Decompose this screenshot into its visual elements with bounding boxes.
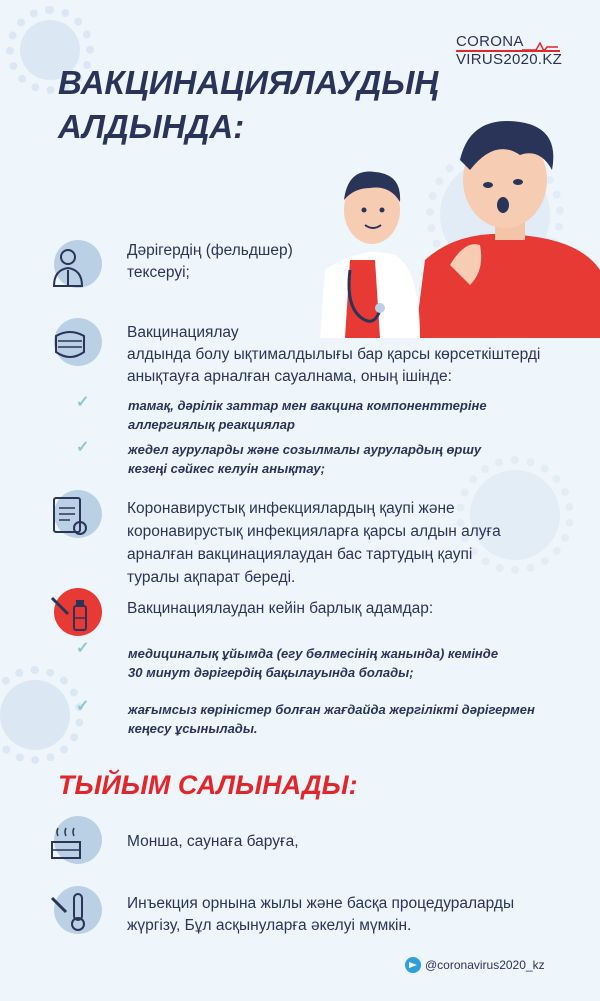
procedures-text-line2: жүргізу, Бұл асқынуларға әкелуі мүмкін. bbox=[127, 917, 412, 934]
pulse-icon bbox=[522, 42, 558, 52]
sauna-icon bbox=[48, 820, 92, 864]
social-handle[interactable] bbox=[405, 957, 545, 973]
info-text-line4: туралы ақпарат береді. bbox=[127, 569, 296, 586]
exam-icon-badge bbox=[48, 240, 102, 294]
after-text-line1: Вакцинациялаудан кейін барлық адамдар: bbox=[127, 600, 434, 617]
info-text-line3: арналған вакцинациялаудан бас тартудың қаупі bbox=[127, 546, 473, 563]
social-handle-text: @coronavirus2020_kz bbox=[425, 958, 545, 972]
doctor-icon bbox=[48, 244, 92, 288]
after-sub2-line1: жағымсыз көріністер болған жағдайда жергілікті дәрігермен bbox=[128, 702, 535, 717]
page-title-line1: ВАКЦИНАЦИЯЛАУДЫҢ bbox=[58, 64, 439, 101]
banned-title: ТЫЙЫМ САЛЫНАДЫ: bbox=[58, 770, 358, 800]
after-sub2-line2: кеңесу ұсынылады. bbox=[128, 721, 258, 736]
doctor-patient-illustration bbox=[320, 110, 600, 338]
procedures-text-line1: Инъекция орнына жылы және басқа процедураларды bbox=[127, 895, 515, 912]
info-text-line1: Коронавирустық инфекциялардың қаупі және bbox=[127, 500, 455, 517]
after-sub1-line2: 30 минут дәрігердің бақылауында болады; bbox=[128, 665, 414, 680]
survey-sub1-line1: тамақ, дәрілік заттар мен вакцина компоненттеріне bbox=[128, 398, 487, 413]
mask-icon bbox=[48, 322, 92, 366]
survey-text-line1: Вакцинациялау bbox=[127, 324, 239, 341]
after-sub1-line1: медициналық ұйымда (егу бөлмесінің жанында) кемінде bbox=[128, 646, 499, 661]
survey-sub2-line1: жедел ауруларды және созылмалы аурулардың өршу bbox=[128, 442, 482, 457]
page-title-line2: АЛДЫНДА: bbox=[58, 108, 245, 145]
thermometer-icon bbox=[48, 890, 92, 934]
survey-text-line3: анықтауға арналған сауалнама, оның ішінде: bbox=[127, 368, 452, 385]
logo-line1: CORONA bbox=[456, 33, 524, 50]
logo-line2: VIRUS2020.KZ bbox=[456, 51, 563, 68]
vaccine-icon bbox=[48, 592, 92, 636]
document-icon bbox=[48, 494, 92, 538]
sauna-text-line1: Монша, саунаға баруға, bbox=[127, 833, 299, 850]
brand-logo bbox=[456, 33, 563, 68]
virus-decoration bbox=[0, 680, 70, 750]
survey-text-line2: алдында болу ықтималдылығы бар қарсы көрсеткіштерді bbox=[127, 346, 541, 363]
exam-text-line1: Дәрігердің (фельдшер) bbox=[127, 242, 293, 259]
telegram-icon bbox=[405, 957, 421, 973]
survey-sub2-line2: кезеңі сәйкес келуін анықтау; bbox=[128, 461, 325, 476]
check-icon: ✓ bbox=[76, 439, 90, 456]
exam-text-line2: тексеруі; bbox=[127, 264, 190, 281]
survey-icon-badge bbox=[48, 318, 102, 372]
virus-decoration bbox=[470, 470, 560, 560]
info-icon-badge bbox=[48, 490, 102, 544]
procedures-icon-badge bbox=[48, 886, 102, 940]
after-icon-badge bbox=[48, 588, 102, 642]
info-text-line2: коронавирустық инфекцияларға қарсы алдын алуға bbox=[127, 523, 501, 540]
survey-sub1-line2: аллергиялық реакциялар bbox=[128, 417, 295, 432]
check-icon: ✓ bbox=[76, 640, 90, 657]
check-icon: ✓ bbox=[76, 698, 90, 715]
check-icon: ✓ bbox=[76, 394, 90, 411]
sauna-icon-badge bbox=[48, 816, 102, 870]
